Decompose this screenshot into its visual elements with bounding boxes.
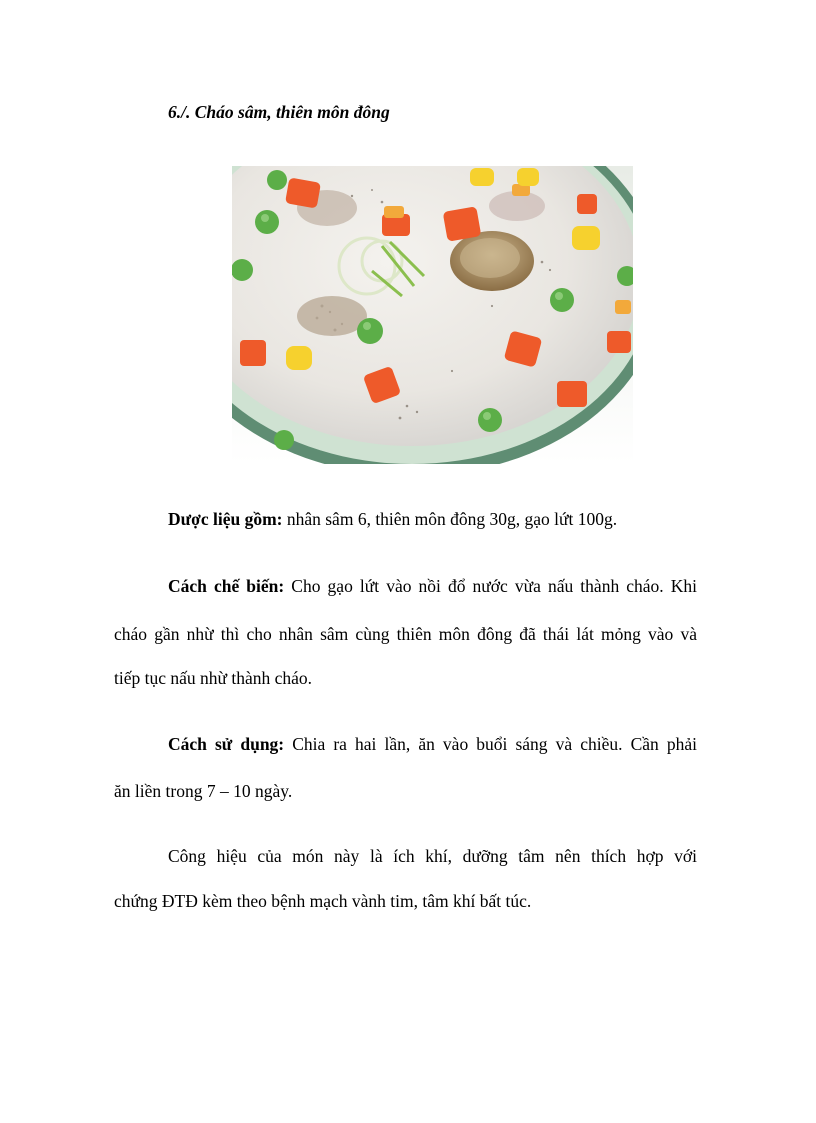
usage-label: Cách sử dụng: — [168, 734, 285, 754]
preparation-line-1-text: Cho gạo lứt vào nồi đổ nước vừa nấu thành cháo. Khi — [284, 576, 698, 596]
usage-line-1 — [114, 734, 697, 754]
usage-line-2: ăn liền trong 7 – 10 ngày. — [114, 781, 293, 801]
congee-bowl-photo — [232, 166, 633, 464]
preparation-line-2: cháo gần nhừ thì cho nhân sâm cùng thiên môn đông đã thái lát mỏng vào và — [114, 624, 697, 644]
effect-line-1: Công hiệu của món này là ích khí, dưỡng tâm nên thích hợp với — [168, 846, 697, 866]
usage-line-1-text: Chia ra hai lần, ăn vào buổi sáng và chiều. Cần phải — [284, 734, 697, 754]
recipe-heading: 6./. Cháo sâm, thiên môn đông — [168, 102, 390, 122]
preparation-line-3: tiếp tục nấu nhừ thành cháo. — [114, 668, 313, 688]
ingredients-paragraph — [114, 509, 697, 529]
ingredients-label: Dược liệu gồm: — [168, 509, 283, 529]
effect-line-2: chứng ĐTĐ kèm theo bệnh mạch vành tim, tâm khí bất túc. — [114, 891, 532, 911]
preparation-line-1 — [114, 576, 697, 596]
ingredients-text: nhân sâm 6, thiên môn đông 30g, gạo lứt 100g. — [282, 509, 618, 529]
preparation-label: Cách chế biến: — [168, 576, 285, 596]
